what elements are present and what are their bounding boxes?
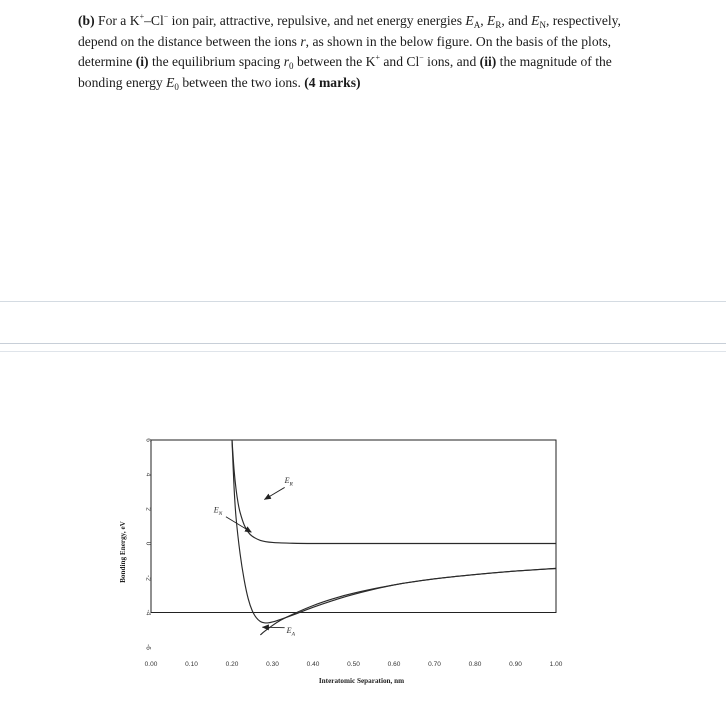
curve-label-e-n: $E_N$ [213,505,223,517]
curve-arrow-e-a [262,627,284,628]
part-label: (b) [78,13,95,28]
marks-label: (4 marks) [304,74,361,90]
y-tick-label: 4 [144,472,152,477]
series-e-r-curve [232,440,556,544]
x-axis-ticks [145,661,563,668]
x-axis-title: Interatomic Separation, nm [318,677,405,685]
question-line-1: (b) For a K+–Cl− ion pair, attractive, repulsive, and net energy energies $E_A$, $E_R$, and $E_N$, respectively, [78,12,621,30]
y-axis-ticks [145,438,152,650]
y-axis-title: Bonding Energy, eV [119,521,127,583]
y-tick-label: -6 [144,644,152,650]
x-tick-label: 0.10 [185,661,198,668]
series-layer [232,440,556,635]
x-tick-label: 0.70 [428,661,441,668]
y-tick-label: 2 [144,507,152,511]
curve-arrow-e-r [264,487,284,499]
plot-frame [151,440,556,613]
x-tick-label: 0.90 [509,661,522,668]
x-tick-label: 0.00 [144,661,158,668]
question-line-4: bonding energy $E_0$ between the two ions. (4 marks) [78,74,361,92]
series-e-a-curve [260,568,556,635]
x-tick-label: 0.30 [266,661,279,668]
x-tick-label: 0.80 [468,661,482,668]
question-line-3: determine (i) the equilibrium spacing $r_0$ between the K+ and Cl− ions, and (ii) the magnitude of the [78,53,612,71]
y-tick-label: 6 [144,438,152,442]
x-tick-label: 0.50 [347,661,360,668]
question-line-2: depend on the distance between the ions r, as shown in the below figure. On the basis of the plots, [78,33,612,49]
y-tick-label: -2 [144,575,152,581]
x-tick-label: 0.40 [306,661,320,668]
x-tick-label: 0.20 [225,661,239,668]
y-tick-label: 0 [144,541,152,546]
x-tick-label: 1.00 [549,661,563,668]
x-tick-label: 0.60 [387,661,401,668]
y-tick-label: -4 [144,609,152,616]
series-e-n-curve [232,440,556,623]
curve-label-e-a: $E_A$ [286,626,295,638]
curve-arrow-e-n [226,517,252,533]
curve-label-e-r: $E_R$ [284,476,293,488]
